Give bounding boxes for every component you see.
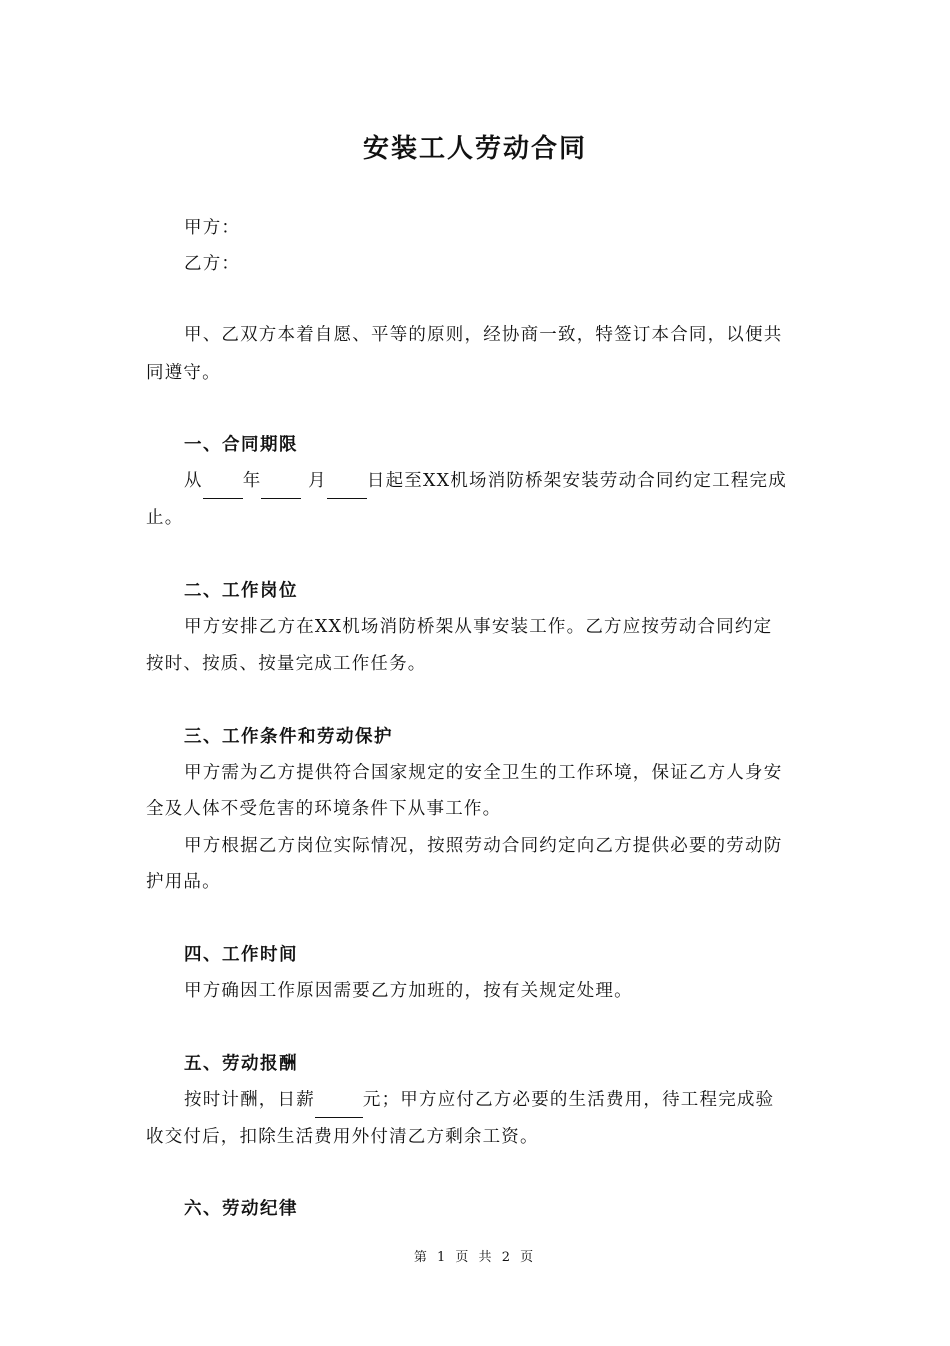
daily-wage-blank[interactable] [315,1099,363,1118]
wage-rest-text: 元；甲方应付乙方必要的生活费用，待工程完成验 [362,1090,775,1110]
section-2-paragraph-cont: 按时、按质、按量完成工作任务。 [146,654,427,674]
wage-text: 按时计酬，日薪 [184,1090,315,1110]
section-1-paragraph [146,463,806,499]
term-from-text: 从 [184,471,203,491]
section-4-heading: 四、工作时间 [184,945,298,965]
intro-paragraph: 甲、乙双方本着自愿、平等的原则，经协商一致，特签订本合同，以便共 [184,325,783,345]
section-5-heading: 五、劳动报酬 [184,1054,298,1074]
term-rest-text: 日起至XX机场消防桥架安装劳动合同约定工程完成 [366,471,787,491]
party-b-label: 乙方： [184,254,241,274]
term-year-text: 年 [242,471,262,491]
party-a-label: 甲方： [184,218,241,238]
section-4-paragraph: 甲方确因工作原因需要乙方加班的，按有关规定处理。 [184,981,633,1001]
month-blank[interactable] [261,480,301,499]
section-5-paragraph [146,1082,806,1118]
section-3-paragraph-2: 甲方根据乙方岗位实际情况，按照劳动合同约定向乙方提供必要的劳动防 [184,836,783,856]
section-3-paragraph-1-cont: 全及人体不受危害的环境条件下从事工作。 [146,799,502,819]
section-3-paragraph-1: 甲方需为乙方提供符合国家规定的安全卫生的工作环境，保证乙方人身安 [184,763,783,783]
section-3-heading: 三、工作条件和劳动保护 [184,727,393,747]
day-blank[interactable] [327,480,367,499]
term-month-text: 月 [301,471,327,491]
section-3-paragraph-2-cont: 护用品。 [146,872,221,892]
section-2-heading: 二、工作岗位 [184,581,298,601]
document-title: 安装工人劳动合同 [362,134,587,164]
section-1-heading: 一、合同期限 [184,435,298,455]
section-6-heading: 六、劳动纪律 [184,1199,298,1219]
year-blank[interactable] [203,480,243,499]
section-5-paragraph-cont: 收交付后，扣除生活费用外付清乙方剩余工资。 [146,1127,539,1147]
page-footer: 第 1 页 共 2 页 [413,1250,537,1265]
section-2-paragraph: 甲方安排乙方在XX机场消防桥架从事安装工作。乙方应按劳动合同约定 [184,617,773,637]
intro-paragraph-cont: 同遵守。 [146,363,221,383]
section-1-paragraph-cont: 止。 [146,508,184,528]
